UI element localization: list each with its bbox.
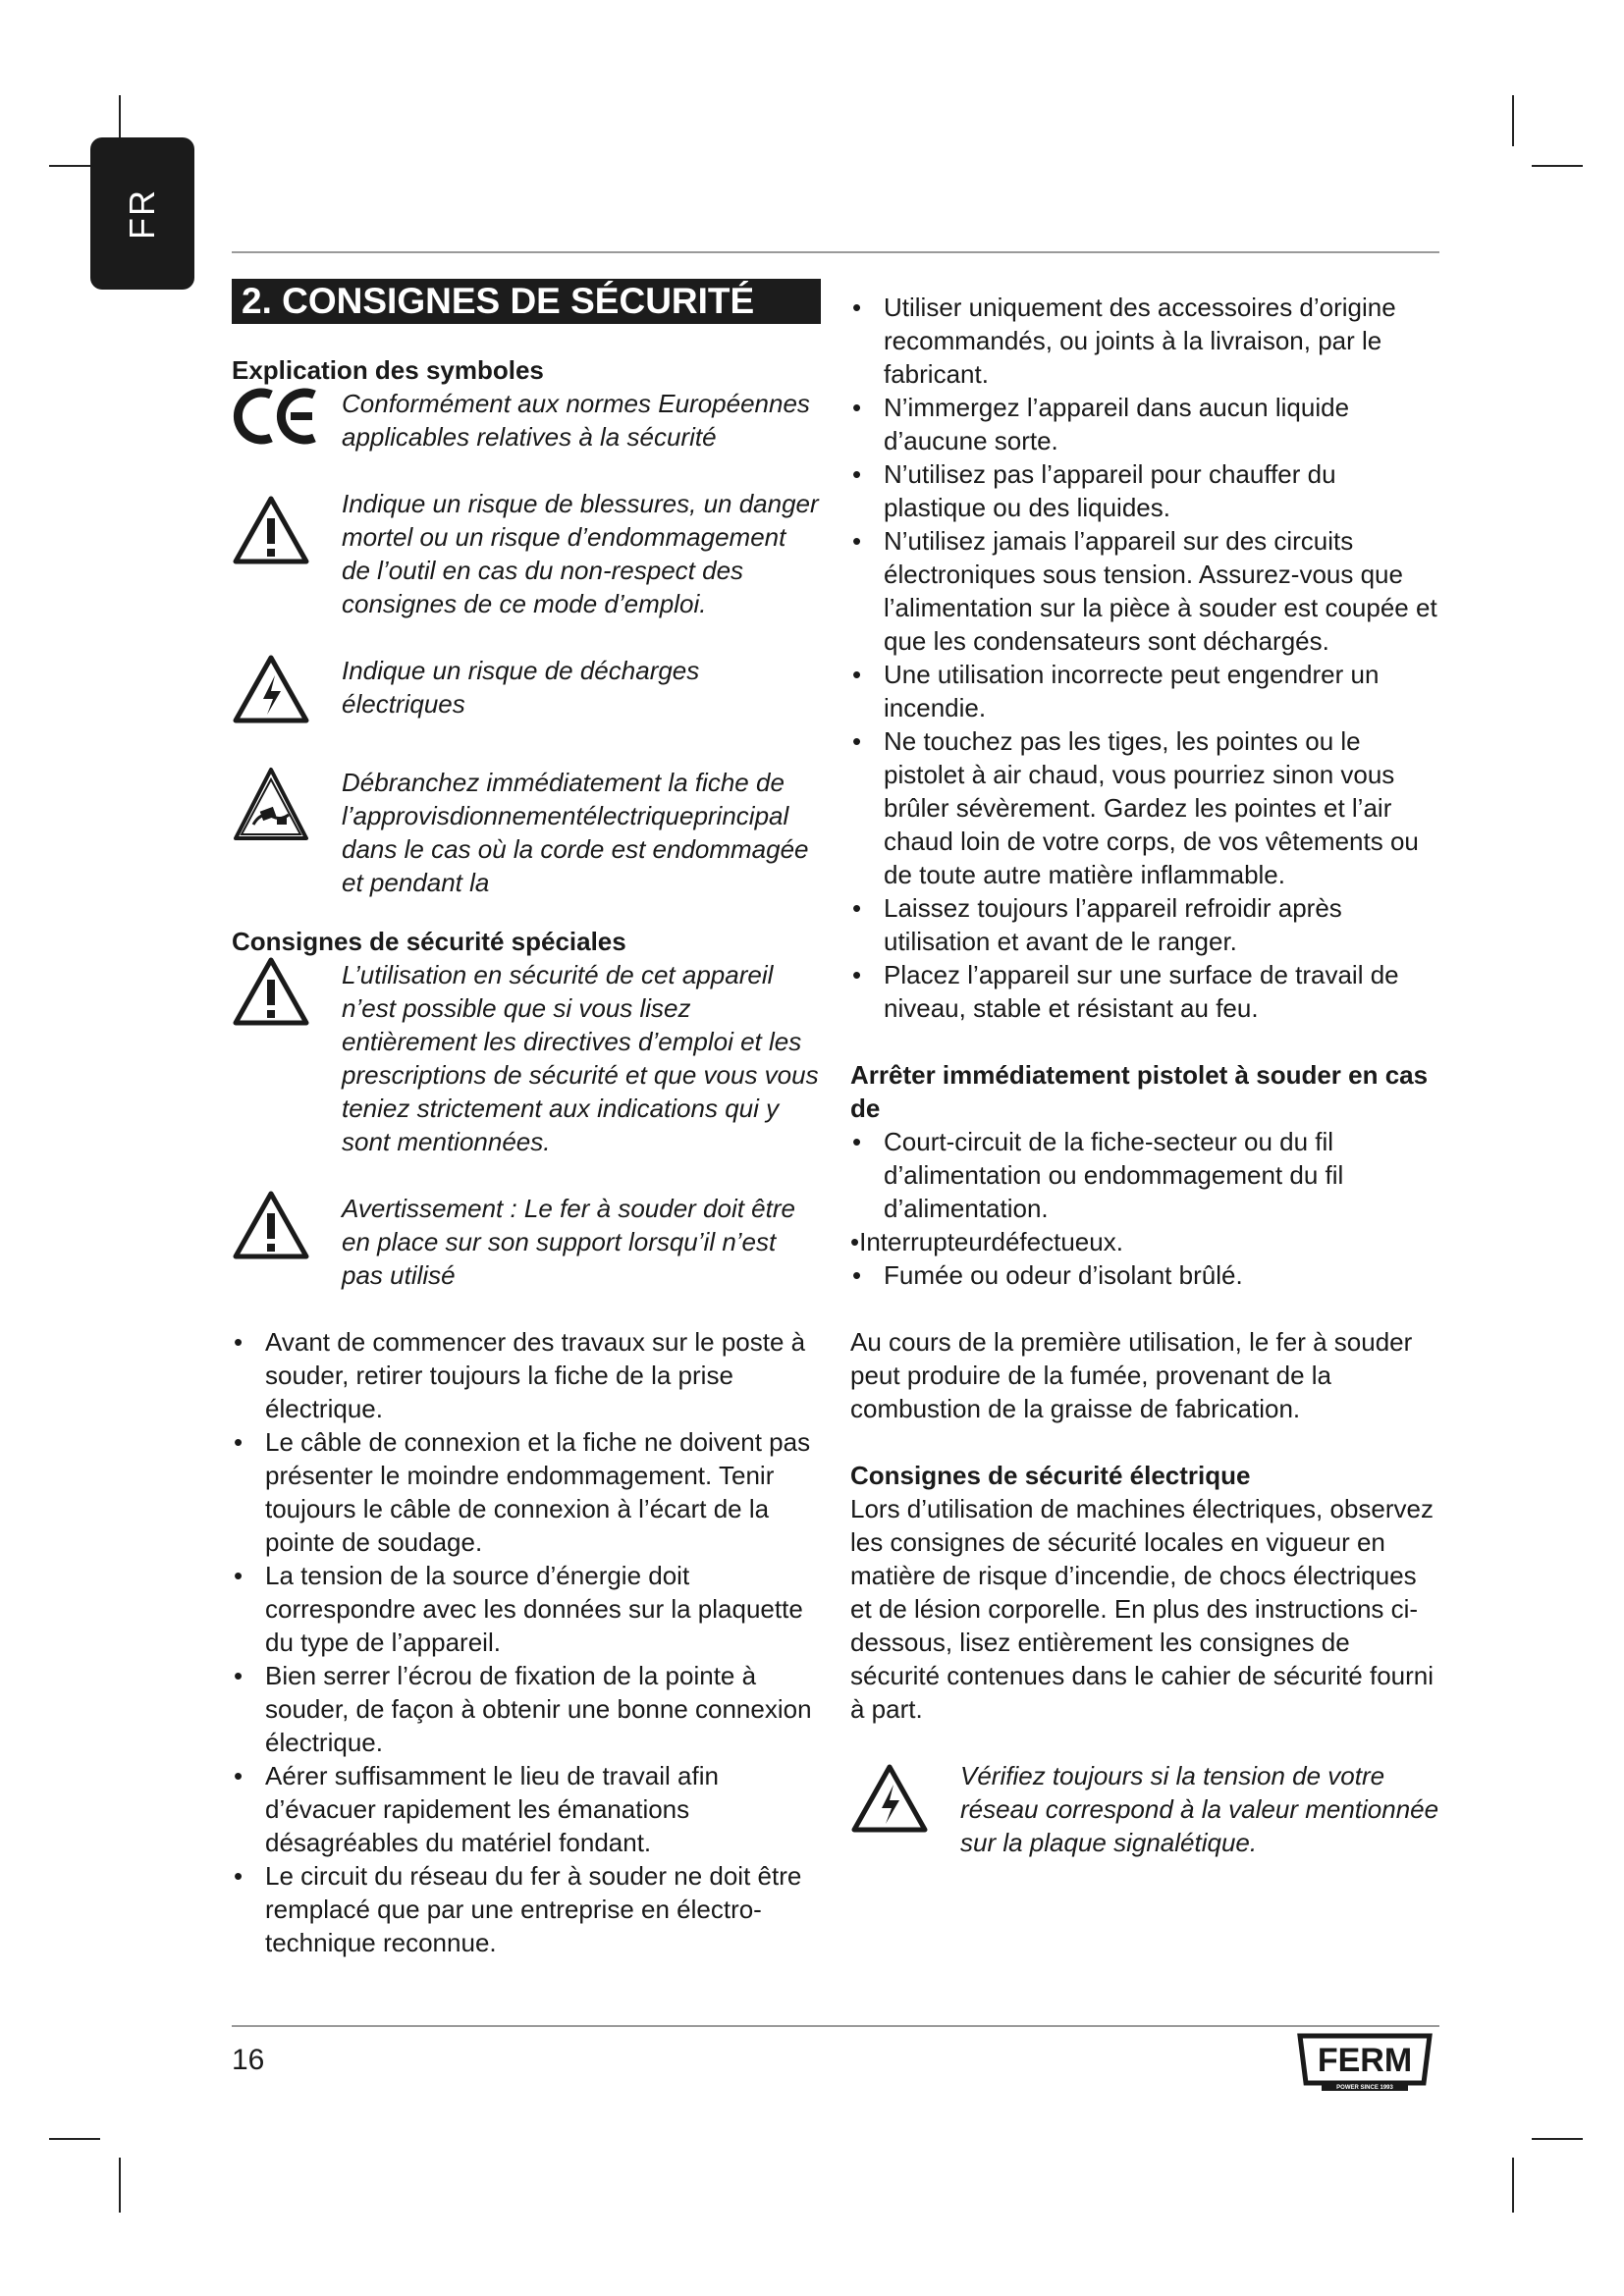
symbol-text: L’utilisation en sécurité de cet appareil n’est possible que si vous lisez entièrement les directives d’emploi et les prescriptions de sécurité et que vous vous teniez strictement aux indications qui y sont mentionnées.	[342, 960, 819, 1156]
list-item: • Fumée ou odeur d’isolant brûlé.	[850, 1258, 1439, 1292]
crop-mark	[1532, 165, 1583, 167]
symbol-row	[232, 1192, 821, 1292]
list-item: • La tension de la source d’énergie doit correspondre avec les données sur la plaquette du type de l’appareil.	[232, 1559, 821, 1659]
list-item: • Placez l’appareil sur une surface de travail de niveau, stable et résistant au feu.	[850, 958, 1439, 1025]
list-item: • Le câble de connexion et la fiche ne doivent pas présenter le moindre endommagement. Tenir toujours le câble de connexion à l’écart de la pointe de soudage.	[232, 1425, 821, 1559]
crop-mark	[119, 2158, 121, 2213]
stop-line: •Interrupteurdéfectueux.	[850, 1227, 1123, 1256]
symbol-row	[850, 1759, 1439, 1859]
symbol-text: Vérifiez toujours si la tension de votre réseau correspond à la valeur mentionnée sur la plaque signalétique.	[960, 1761, 1439, 1857]
symbol-text: Conformément aux normes Européennes applicables relatives à la sécurité	[342, 389, 810, 452]
list-item: • Court-circuit de la fiche-secteur ou du fil d’alimentation ou endommagement du fil d’alimentation.	[850, 1125, 1439, 1225]
warning-triangle-icon	[232, 487, 342, 573]
list-item: • Laissez toujours l’appareil refroidir après utilisation et avant de le ranger.	[850, 891, 1439, 958]
language-tab-label: FR	[122, 187, 162, 240]
page-number: 16	[232, 2044, 265, 2076]
warning-triangle-icon	[232, 958, 342, 1035]
crop-mark	[1512, 95, 1514, 146]
list-item: • N’immergez l’appareil dans aucun liquide d’aucune sorte.	[850, 391, 1439, 457]
logo-tagline: POWER SINCE 1993	[1336, 2085, 1393, 2091]
warning-triangle-icon	[232, 1192, 342, 1268]
right-column	[850, 291, 1439, 1859]
header-rule	[232, 251, 1439, 253]
symbol-text: Indique un risque de décharges électriques	[342, 656, 700, 719]
electric-safety-paragraph: Lors d’utilisation de machines électriques, observez les consignes de sécurité locales en vigueur en matière de risque d’incendie, de chocs électriques et de lésion corporelle. En plus des instructions ci-dessous, lisez entièrement les consignes de sécurité contenues dans le cahier de sécurité fourni à part.	[850, 1494, 1435, 1724]
section-title: 2. CONSIGNES DE SÉCURITÉ	[232, 279, 821, 324]
symbol-row	[232, 958, 821, 1158]
list-item: • Aérer suffisamment le lieu de travail afin d’évacuer rapidement les émanations désagréables du matériel fondant.	[232, 1759, 821, 1859]
list-item: • N’utilisez pas l’appareil pour chauffer du plastique ou des liquides.	[850, 457, 1439, 524]
footer-rule	[232, 2025, 1439, 2027]
stop-bullet-list	[850, 1125, 1439, 1225]
language-tab	[90, 137, 194, 290]
electric-hazard-icon	[850, 1759, 960, 1842]
symbol-text: Avertissement : Le fer à souder doit être en place sur son support lorsqu’il n’est pas utilisé	[342, 1194, 795, 1290]
ferm-logo	[1294, 2032, 1435, 2093]
crop-mark	[49, 2138, 100, 2140]
crop-mark	[1532, 2138, 1583, 2140]
list-item: • Le circuit du réseau du fer à souder ne doit être remplacé que par une entreprise en électro-technique reconnue.	[232, 1859, 821, 1959]
symbol-row	[232, 487, 821, 620]
list-item: • Utiliser uniquement des accessoires d’origine recommandés, ou joints à la livraison, par le fabricant.	[850, 291, 1439, 391]
electric-safety-heading: Consignes de sécurité électrique	[850, 1461, 1251, 1490]
symbols-heading: Explication des symboles	[232, 355, 544, 385]
list-item: • N’utilisez jamais l’appareil sur des circuits électroniques sous tension. Assurez-vous que l’alimentation sur la pièce à souder est coupée et que les condensateurs sont déchargés.	[850, 524, 1439, 658]
symbol-text: Indique un risque de blessures, un danger mortel ou un risque d’endommagement de l’outil en cas du non-respect des consignes de ce mode d’emploi.	[342, 489, 819, 618]
list-item: • Avant de commencer des travaux sur le poste à souder, retirer toujours la fiche de la prise électrique.	[232, 1325, 821, 1425]
symbol-row	[232, 654, 821, 732]
special-safety-heading: Consignes de sécurité spéciales	[232, 927, 626, 956]
symbol-row	[232, 387, 821, 454]
left-column	[232, 277, 821, 1959]
ce-mark-icon	[232, 387, 342, 454]
left-bullet-list	[232, 1325, 821, 1959]
symbol-text: Débranchez immédiatement la fiche de l’approvisdionnementélectriqueprincipal dans le cas où la corde est endommagée et pendant la	[342, 768, 809, 897]
list-item: • Une utilisation incorrecte peut engendrer un incendie.	[850, 658, 1439, 724]
list-item: • Ne touchez pas les tiges, les pointes ou le pistolet à air chaud, vous pourriez sinon vous brûler sévèrement. Gardez les pointes et l’air chaud loin de votre corps, de vos vêtements ou de toute autre matière inflammable.	[850, 724, 1439, 891]
first-use-paragraph: Au cours de la première utilisation, le fer à souder peut produire de la fumée, provenant de la combustion de la graisse de fabrication.	[850, 1327, 1413, 1423]
unplug-warning-icon	[232, 766, 342, 852]
stop-bullet-list-2	[850, 1258, 1439, 1292]
logo-wordmark: FERM	[1317, 2042, 1413, 2079]
stop-heading: Arrêter immédiatement pistolet à souder en cas de	[850, 1060, 1429, 1123]
electric-hazard-icon	[232, 654, 342, 732]
list-item: • Bien serrer l’écrou de fixation de la pointe à souder, de façon à obtenir une bonne connexion électrique.	[232, 1659, 821, 1759]
right-bullet-list	[850, 291, 1439, 1025]
crop-mark	[1512, 2158, 1514, 2213]
symbol-row	[232, 766, 821, 899]
